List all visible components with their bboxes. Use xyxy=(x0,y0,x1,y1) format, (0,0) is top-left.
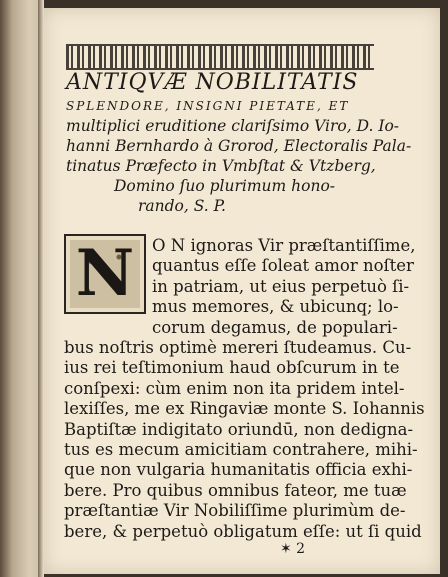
body-line: que non vulgaria humanitatis officia exhi- xyxy=(64,460,413,480)
body-line: bere, & perpetuò obligatum eſſe: ut ſi quid xyxy=(64,521,422,541)
page-title: ANTIQVÆ NOBILITATIS xyxy=(66,70,359,95)
body-line: conſpexi: cùm enim non ita pridem intel- xyxy=(64,378,405,398)
page-edge xyxy=(0,0,42,577)
book-page xyxy=(44,8,440,574)
body-line: in patriam, ut eius perpetuò ſi- xyxy=(152,276,410,296)
body-line: ius rei teſtimonium haud obſcurum in te xyxy=(64,358,400,378)
body-text xyxy=(64,236,425,542)
heading-line: SPLENDORE, INSIGNI PIETATE, ET xyxy=(66,99,350,113)
body-line: præſtantiæ Vir Nobiliſſime plurimùm de- xyxy=(64,501,406,521)
headpiece-ornament xyxy=(66,44,374,70)
body-line: corum degamus, de populari- xyxy=(152,317,398,337)
dedication-heading xyxy=(66,96,412,216)
body-line: Baptiſtæ indigitato oriundū, non dedigna- xyxy=(64,419,414,439)
body-line: O N ignoras Vir præſtantiſſime, xyxy=(152,236,416,255)
heading-line: multiplici eruditione clariſsimo Viro, D. Io- xyxy=(66,117,400,135)
heading-line: tinatus Præfecto in Vmbſtat & Vtzberg, xyxy=(66,157,376,175)
body-line: mus memores, & ubicunq; lo- xyxy=(152,297,399,317)
body-line: bus noſtris optimè mereri ſtudeamus. Cu- xyxy=(64,338,412,358)
body-line: lexiſſes, me ex Ringaviæ monte S. Iohannis xyxy=(64,399,425,419)
body-line: tus es mecum amicitiam contrahere, mihi- xyxy=(64,440,418,460)
heading-line: hanni Bernhardo à Grorod, Electoralis Pala- xyxy=(66,137,412,155)
body-line: quantus eſſe ſoleat amor noſter xyxy=(152,256,414,276)
body-line: bere. Pro quibus omnibus fateor, me tuæ xyxy=(64,480,407,500)
drop-cap-letter: N xyxy=(75,236,135,311)
signature-mark: ✶ 2 xyxy=(280,541,306,557)
heading-line: rando, S. P. xyxy=(138,197,226,215)
heading-line: Domino ſuo plurimum hono- xyxy=(114,177,336,195)
